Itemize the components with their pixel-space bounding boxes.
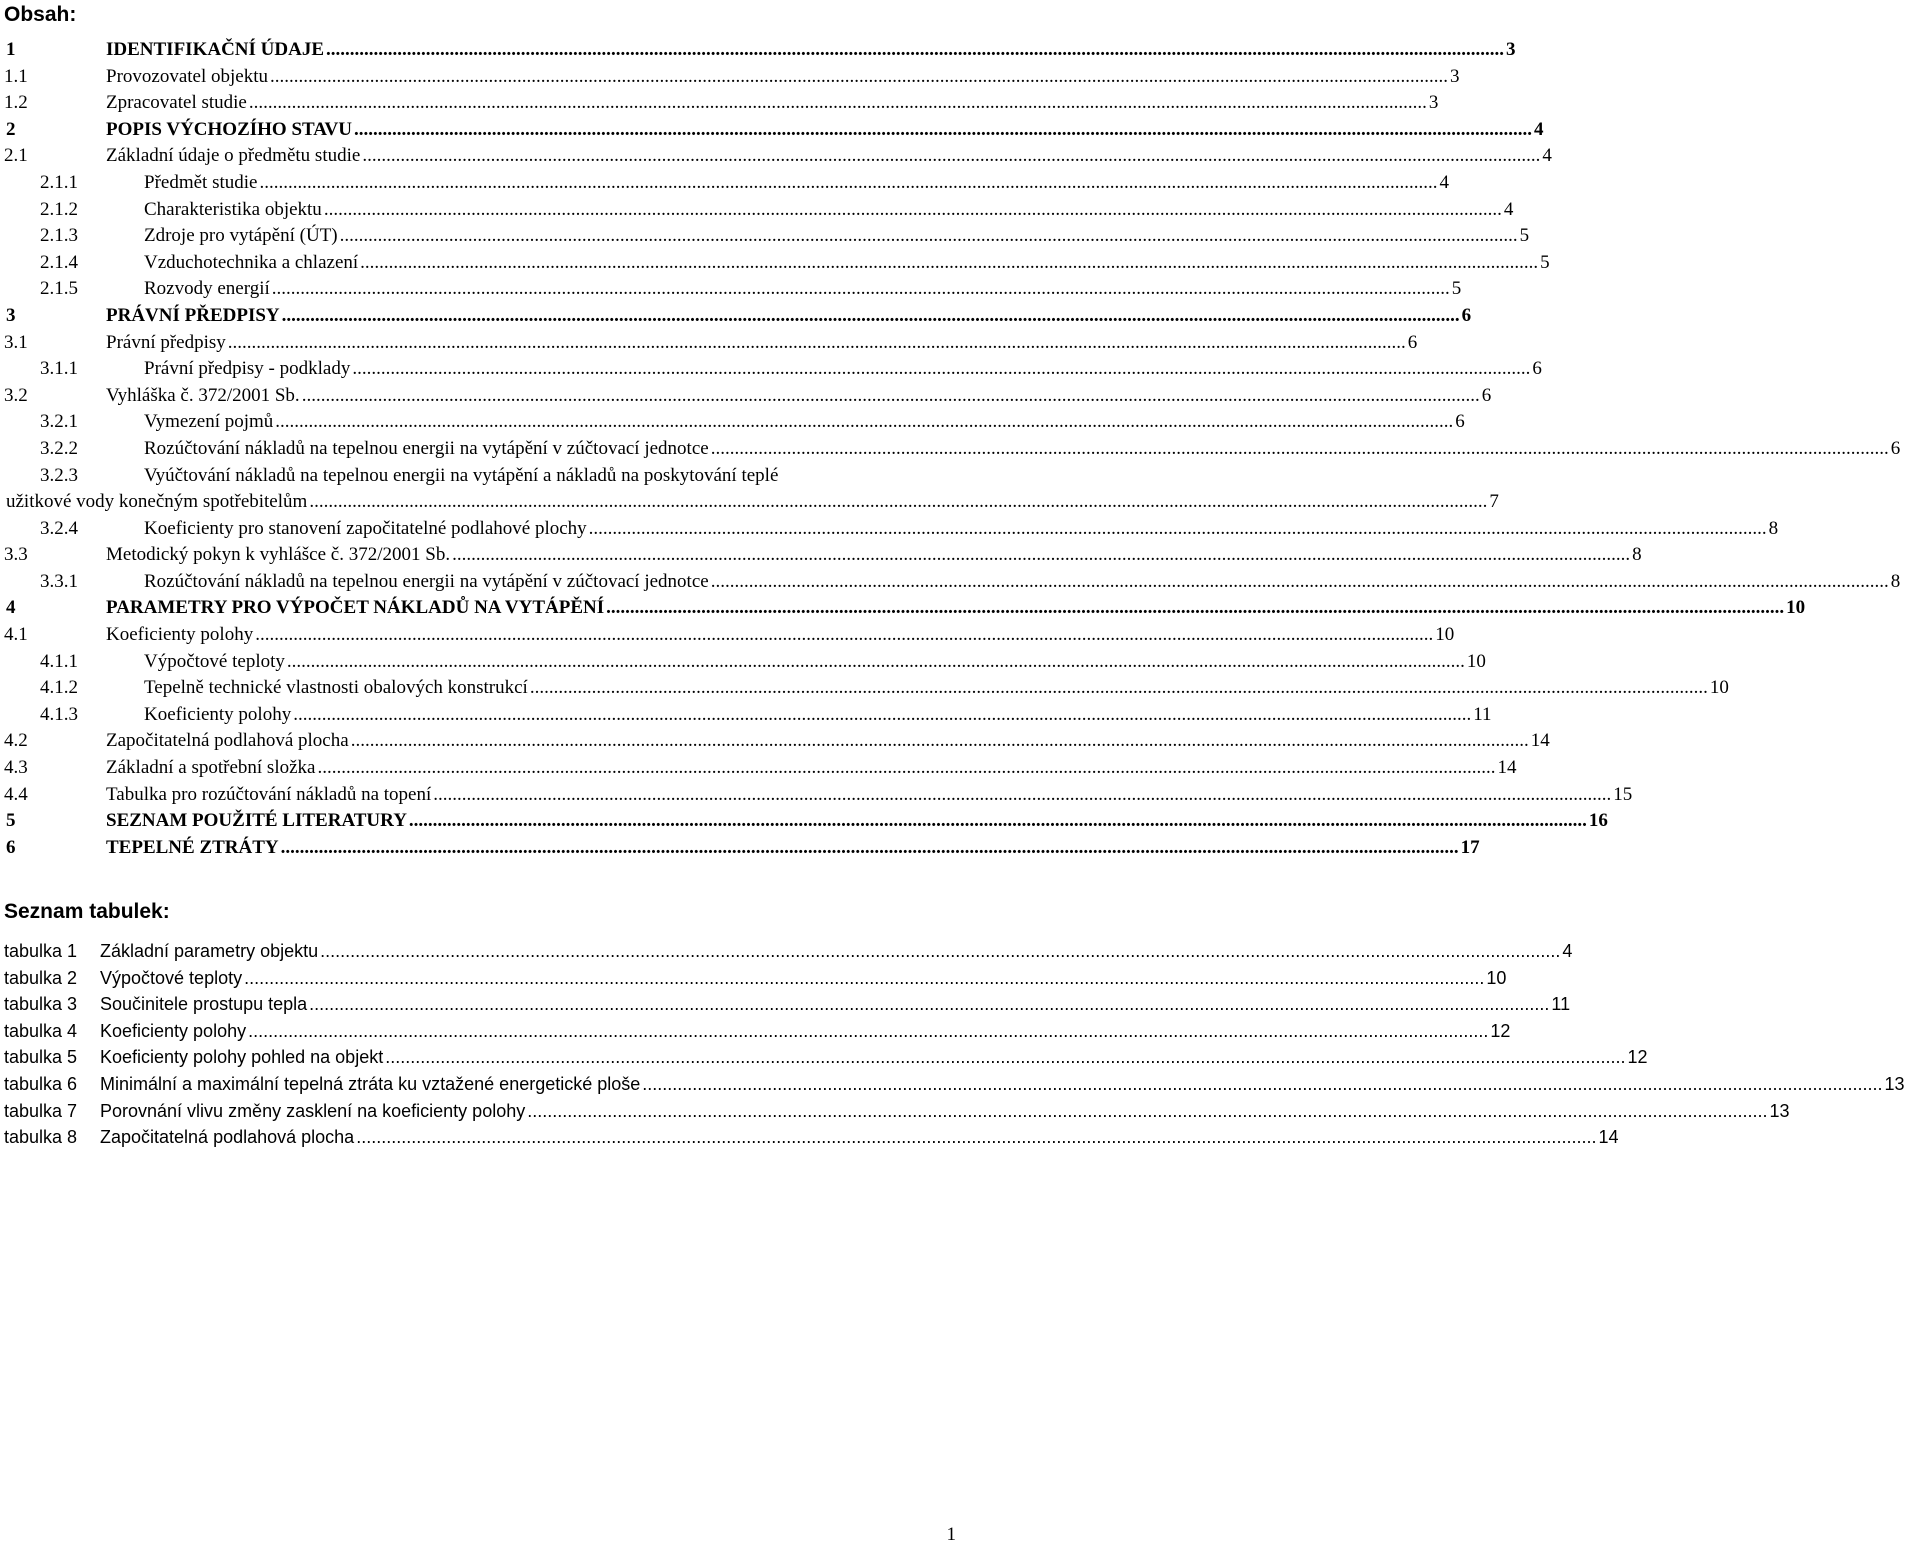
toc-entry-page: 3 bbox=[1506, 39, 1516, 60]
dot-leader bbox=[228, 330, 1406, 357]
toc-entry-title: Koeficienty pro stanovení započitatelné podlahové plochy bbox=[144, 517, 587, 539]
toc-entry-title: Tepelně technické vlastnosti obalových konstrukcí bbox=[144, 677, 528, 699]
dot-leader bbox=[452, 542, 1630, 569]
toc-entry-number: 2.1.2 bbox=[40, 198, 78, 220]
toc-entry[interactable] bbox=[4, 383, 1492, 410]
table-list-entry[interactable] bbox=[4, 938, 1573, 965]
toc-entry-page: 5 bbox=[1519, 225, 1530, 247]
toc-entry[interactable] bbox=[4, 197, 1514, 224]
dot-leader bbox=[530, 675, 1708, 702]
dot-leader bbox=[324, 197, 1502, 224]
toc-entry-number: 4.1.1 bbox=[40, 650, 78, 672]
toc-entry[interactable] bbox=[4, 675, 1729, 702]
toc-entry-title: Vymezení pojmů bbox=[144, 411, 274, 433]
toc-entry-number: 4.1 bbox=[4, 624, 28, 646]
toc-entry-page: 11 bbox=[1473, 703, 1492, 725]
dot-leader bbox=[340, 223, 1518, 250]
table-list-entry[interactable] bbox=[4, 1124, 1619, 1151]
toc-entry-title: Vyhláška č. 372/2001 Sb. bbox=[106, 384, 300, 406]
toc-entry-number: 2.1.3 bbox=[40, 225, 78, 247]
toc-entry[interactable] bbox=[4, 728, 1550, 755]
toc-entry-page: 17 bbox=[1460, 836, 1480, 858]
table-list-title: Součinitele prostupu tepla bbox=[100, 994, 308, 1015]
dot-leader bbox=[317, 755, 1495, 782]
toc-entry-line bbox=[4, 489, 1499, 516]
toc-entry[interactable] bbox=[4, 90, 1439, 117]
table-list-page: 13 bbox=[1769, 1100, 1790, 1121]
toc-entry[interactable] bbox=[4, 436, 1901, 463]
toc-entry-page: 3 bbox=[1428, 92, 1439, 114]
table-list-page: 14 bbox=[1598, 1127, 1619, 1148]
dot-leader bbox=[244, 965, 1484, 992]
toc-entry[interactable] bbox=[4, 782, 1633, 809]
toc-entry-title: Koeficienty polohy bbox=[144, 703, 292, 725]
toc-entry[interactable] bbox=[4, 276, 1462, 303]
list-of-tables bbox=[4, 938, 1905, 1151]
table-list-page: 11 bbox=[1551, 994, 1571, 1015]
toc-entry-title: Předmět studie bbox=[144, 171, 258, 193]
toc-entry-page: 4 bbox=[1439, 171, 1449, 193]
toc-entry[interactable] bbox=[4, 64, 1460, 91]
table-list-entry[interactable] bbox=[4, 1044, 1648, 1071]
toc-entry-number: 4.4 bbox=[4, 783, 28, 805]
toc-entry-page: 16 bbox=[1588, 810, 1608, 832]
toc-entry-number: 3.3.1 bbox=[40, 570, 78, 592]
toc-entry-number: 2.1.5 bbox=[40, 278, 78, 300]
toc-entry[interactable] bbox=[4, 755, 1517, 782]
toc-entry-number: 1 bbox=[6, 39, 16, 60]
dot-leader bbox=[409, 808, 1587, 835]
table-list-title: Koeficienty polohy bbox=[100, 1020, 247, 1041]
toc-entry-page: 4 bbox=[1503, 198, 1514, 220]
toc-entry-page: 14 bbox=[1497, 757, 1517, 779]
toc-entry-number: 3.3 bbox=[4, 544, 28, 566]
toc-entry[interactable] bbox=[4, 595, 1806, 622]
table-list-number: tabulka 2 bbox=[4, 967, 78, 988]
dot-leader bbox=[272, 276, 1450, 303]
toc-entry[interactable] bbox=[4, 250, 1550, 277]
toc-entry-line bbox=[4, 463, 956, 490]
dot-leader bbox=[259, 170, 1437, 197]
dot-leader bbox=[351, 728, 1529, 755]
dot-leader bbox=[606, 595, 1784, 622]
toc-entry-number: 3.2.3 bbox=[40, 464, 78, 486]
dot-leader bbox=[711, 436, 1889, 463]
table-list-number: tabulka 1 bbox=[4, 941, 78, 961]
dot-leader bbox=[309, 991, 1549, 1018]
toc-entry-number: 3.2 bbox=[4, 384, 28, 406]
toc-entry-page: 4 bbox=[1534, 118, 1544, 140]
toc-entry-number: 2.1.4 bbox=[40, 251, 78, 273]
toc-entry-title: Zdroje pro vytápění (ÚT) bbox=[144, 225, 338, 247]
toc-entry-number: 2 bbox=[6, 118, 16, 140]
toc-entry-number: 3.2.2 bbox=[40, 437, 78, 459]
page-number: 1 bbox=[946, 1524, 956, 1545]
toc-entry-title: IDENTIFIKAČNÍ ÚDAJE bbox=[106, 39, 324, 60]
table-list-title: Minimální a maximální tepelná ztráta ku vztažené energetické ploše bbox=[100, 1073, 641, 1094]
dot-leader bbox=[309, 489, 1487, 516]
toc-entry-page: 14 bbox=[1530, 730, 1550, 752]
toc-entry[interactable] bbox=[4, 702, 1492, 729]
toc-entry-number: 2.1.1 bbox=[40, 171, 78, 193]
toc-entry-title: Právní předpisy bbox=[106, 331, 226, 353]
toc-entry-title: Zpracovatel studie bbox=[106, 92, 247, 114]
toc-entry-title: Základní údaje o předmětu studie bbox=[106, 145, 361, 167]
toc-entry-title: Provozovatel objektu bbox=[106, 65, 268, 87]
toc-entry[interactable] bbox=[4, 117, 1544, 144]
toc-entry[interactable] bbox=[4, 170, 1449, 197]
table-list-number: tabulka 5 bbox=[4, 1047, 78, 1068]
table-list-page: 12 bbox=[1627, 1047, 1648, 1068]
toc-entry[interactable] bbox=[4, 37, 1516, 64]
toc-entry[interactable] bbox=[4, 223, 1530, 250]
toc-entry-page: 4 bbox=[1542, 145, 1552, 167]
dot-leader bbox=[320, 938, 1560, 965]
toc-entry-title: Rozúčtování nákladů na tepelnou energii na vytápění v zúčtovací jednotce bbox=[144, 570, 709, 592]
toc-heading: Obsah: bbox=[4, 3, 77, 26]
toc-entry-number: 4.2 bbox=[4, 730, 28, 752]
dot-leader bbox=[270, 64, 1448, 91]
table-list-entry[interactable] bbox=[4, 1071, 1905, 1098]
toc-entry-number: 1.2 bbox=[4, 92, 28, 114]
dot-leader bbox=[326, 37, 1504, 64]
table-of-contents bbox=[4, 37, 1901, 861]
dot-leader bbox=[385, 1044, 1625, 1071]
dot-leader bbox=[642, 1071, 1882, 1098]
toc-entry-number: 3.1 bbox=[4, 331, 28, 353]
table-list-number: tabulka 4 bbox=[4, 1020, 78, 1041]
dot-leader bbox=[249, 90, 1427, 117]
toc-entry[interactable] bbox=[4, 330, 1418, 357]
toc-entry-title: Právní předpisy - podklady bbox=[144, 358, 351, 380]
toc-entry-page: 6 bbox=[1532, 358, 1542, 380]
toc-entry-title-continued: užitkové vody konečným spotřebitelům bbox=[6, 491, 308, 513]
toc-entry[interactable] bbox=[4, 143, 1552, 170]
dot-leader bbox=[354, 117, 1532, 144]
dot-leader bbox=[352, 356, 1530, 383]
toc-entry-page: 6 bbox=[1455, 411, 1465, 433]
toc-entry-page: 8 bbox=[1632, 544, 1642, 566]
toc-entry-number: 4 bbox=[6, 597, 16, 619]
toc-entry[interactable] bbox=[4, 516, 1779, 543]
toc-entry-title: SEZNAM POUŽITÉ LITERATURY bbox=[106, 810, 407, 832]
toc-entry-page: 10 bbox=[1435, 624, 1455, 646]
toc-entry[interactable] bbox=[4, 463, 1499, 516]
toc-entry[interactable] bbox=[4, 356, 1542, 383]
toc-entry-title: Základní a spotřební složka bbox=[106, 757, 316, 779]
toc-entry[interactable] bbox=[4, 649, 1486, 676]
toc-entry-title: TEPELNÉ ZTRÁTY bbox=[106, 836, 279, 858]
table-list-page: 13 bbox=[1884, 1073, 1905, 1094]
dot-leader bbox=[360, 250, 1538, 277]
dot-leader bbox=[711, 569, 1889, 596]
toc-entry-title: POPIS VÝCHOZÍHO STAVU bbox=[106, 118, 352, 140]
toc-entry-number: 2.1 bbox=[4, 145, 28, 167]
toc-entry-number: 4.3 bbox=[4, 757, 28, 779]
toc-entry-page: 15 bbox=[1613, 783, 1633, 805]
toc-entry-page: 8 bbox=[1768, 517, 1779, 539]
toc-entry-title: Vzduchotechnika a chlazení bbox=[144, 251, 359, 273]
table-list-title: Započitatelná podlahová plocha bbox=[100, 1127, 355, 1148]
toc-entry-page: 6 bbox=[1407, 331, 1418, 353]
toc-entry-number: 1.1 bbox=[4, 65, 28, 87]
toc-entry[interactable] bbox=[4, 409, 1465, 436]
dot-leader bbox=[287, 649, 1465, 676]
toc-entry-page: 5 bbox=[1540, 251, 1550, 273]
table-list-number: tabulka 7 bbox=[4, 1100, 78, 1121]
dot-leader bbox=[589, 516, 1767, 543]
dot-leader bbox=[433, 782, 1611, 809]
toc-entry-title: PRÁVNÍ PŘEDPISY bbox=[106, 304, 280, 326]
toc-entry-title: Vyúčtování nákladů na tepelnou energii na vytápění a nákladů na poskytování teplé bbox=[144, 464, 779, 486]
toc-entry-number: 5 bbox=[6, 810, 16, 832]
toc-entry-page: 3 bbox=[1450, 65, 1460, 87]
table-list-entry[interactable] bbox=[4, 1018, 1511, 1045]
toc-entry-number: 3 bbox=[6, 304, 16, 326]
toc-entry-page: 8 bbox=[1890, 570, 1901, 592]
table-list-page: 12 bbox=[1490, 1020, 1511, 1041]
table-list-number: tabulka 3 bbox=[4, 994, 78, 1015]
toc-entry-page: 10 bbox=[1709, 677, 1729, 699]
table-list-title: Koeficienty polohy pohled na objekt bbox=[100, 1047, 384, 1068]
table-list-page: 4 bbox=[1562, 941, 1573, 961]
table-list-entry[interactable] bbox=[4, 965, 1507, 992]
toc-entry[interactable] bbox=[4, 835, 1480, 862]
dot-leader bbox=[302, 383, 1480, 410]
table-list-title: Porovnání vlivu změny zasklení na koeficienty polohy bbox=[100, 1100, 526, 1121]
toc-entry-page: 7 bbox=[1489, 491, 1499, 513]
toc-entry-title: PARAMETRY PRO VÝPOČET NÁKLADŮ NA VYTÁPĚNÍ bbox=[106, 597, 605, 619]
toc-entry-title: Tabulka pro rozúčtování nákladů na topení bbox=[106, 783, 432, 805]
toc-entry-title: Charakteristika objektu bbox=[144, 198, 322, 220]
toc-entry[interactable] bbox=[4, 569, 1901, 596]
toc-entry-page: 5 bbox=[1451, 278, 1462, 300]
table-list-page: 10 bbox=[1486, 967, 1507, 988]
toc-entry[interactable] bbox=[4, 808, 1608, 835]
toc-entry-page: 6 bbox=[1481, 384, 1492, 406]
toc-entry-title: Metodický pokyn k vyhlášce č. 372/2001 Sb. bbox=[106, 544, 451, 566]
table-list-title: Základní parametry objektu bbox=[100, 941, 319, 961]
dot-leader bbox=[275, 409, 1453, 436]
toc-entry-page: 10 bbox=[1786, 597, 1806, 619]
table-list-entry[interactable] bbox=[4, 1098, 1790, 1125]
dot-leader bbox=[248, 1018, 1488, 1045]
dot-leader bbox=[282, 303, 1460, 330]
dot-leader bbox=[255, 622, 1433, 649]
toc-entry-title: Rozvody energií bbox=[144, 278, 270, 300]
toc-entry[interactable] bbox=[4, 542, 1642, 569]
toc-entry-title: Započitatelná podlahová plocha bbox=[106, 730, 349, 752]
toc-entry[interactable] bbox=[4, 303, 1472, 330]
toc-entry[interactable] bbox=[4, 622, 1455, 649]
toc-entry-title: Rozúčtování nákladů na tepelnou energii na vytápění v zúčtovací jednotce bbox=[144, 437, 709, 459]
toc-entry-number: 6 bbox=[6, 836, 16, 858]
toc-entry-number: 4.1.3 bbox=[40, 703, 78, 725]
dot-leader bbox=[527, 1098, 1767, 1125]
toc-entry-number: 3.2.4 bbox=[40, 517, 78, 539]
toc-entry-page: 10 bbox=[1466, 650, 1486, 672]
dot-leader bbox=[362, 143, 1540, 170]
dot-leader bbox=[356, 1124, 1596, 1151]
table-list-entry[interactable] bbox=[4, 991, 1571, 1018]
table-list-number: tabulka 6 bbox=[4, 1073, 78, 1094]
tables-list-heading: Seznam tabulek: bbox=[4, 900, 170, 923]
toc-entry-page: 6 bbox=[1890, 437, 1901, 459]
toc-entry-title: Výpočtové teploty bbox=[144, 650, 285, 672]
table-list-title: Výpočtové teploty bbox=[100, 967, 243, 988]
toc-entry-number: 3.2.1 bbox=[40, 411, 78, 433]
toc-entry-title: Koeficienty polohy bbox=[106, 624, 254, 646]
toc-entry-number: 4.1.2 bbox=[40, 677, 78, 699]
table-list-number: tabulka 8 bbox=[4, 1127, 78, 1148]
dot-leader bbox=[281, 835, 1459, 862]
toc-entry-page: 6 bbox=[1461, 304, 1472, 326]
dot-leader bbox=[293, 702, 1471, 729]
toc-entry-number: 3.1.1 bbox=[40, 358, 78, 380]
